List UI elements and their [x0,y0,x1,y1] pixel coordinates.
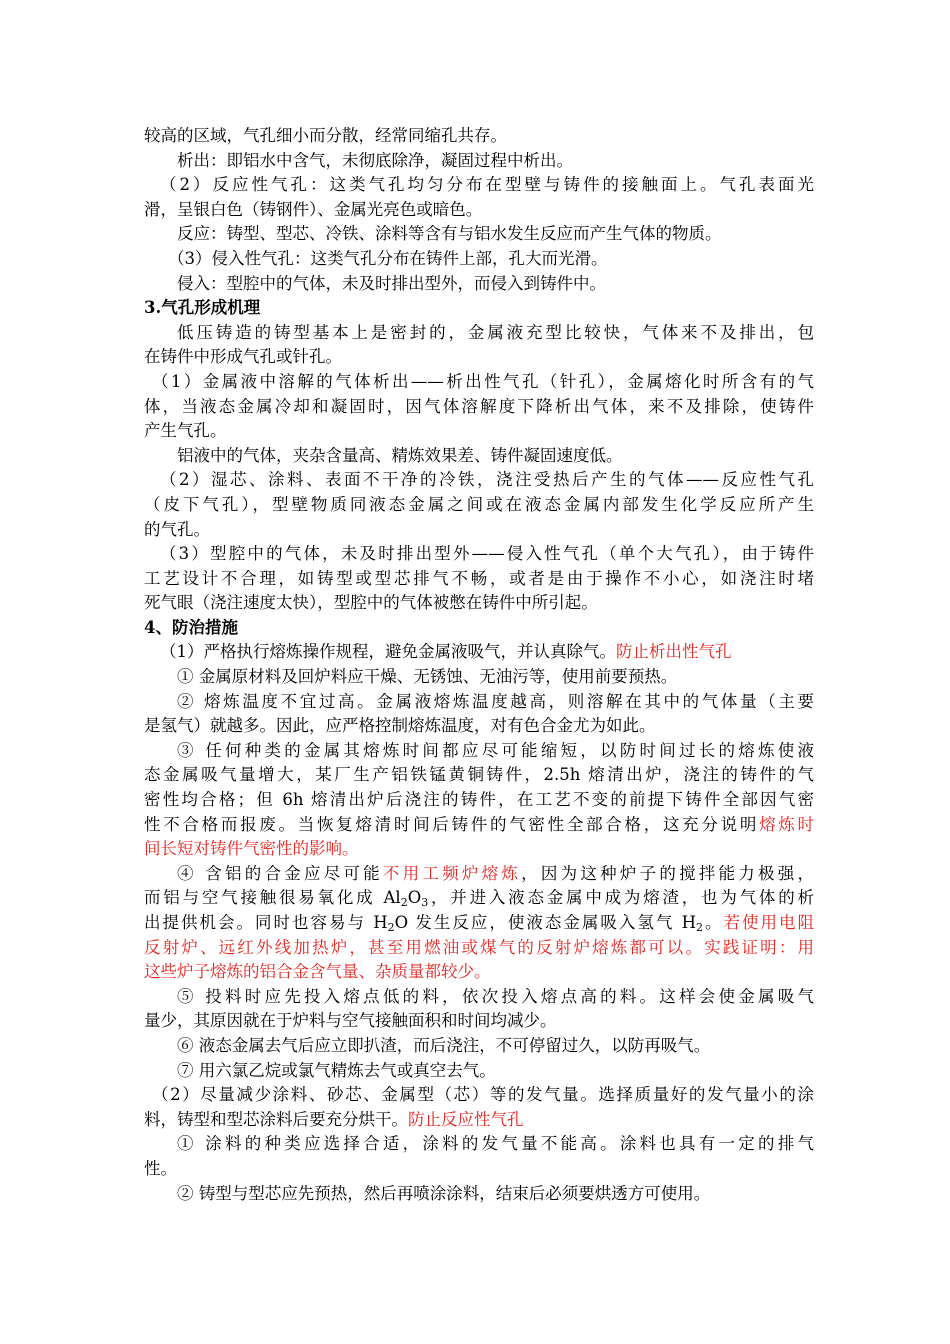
text-line: 而铝与空气接触很易氧化成 $Al_2O_3$，并进入液态金属中成为熔渣，也为气体的析 [144,888,814,910]
text-line: 死气眼（浇注速度太快），型腔中的气体被憋在铸件中所引起。 [144,593,598,613]
text-line: ⑦ 用六氯乙烷或氯气精炼去气或真空去气。 [177,1060,496,1080]
text-line: 在铸件中形成气孔或针孔。 [144,347,342,367]
highlight-text: 防止析出性气孔 [616,642,732,662]
highlight-text: 这些炉子熔炼的铝合金含气量、杂质量都较少。 [144,962,491,982]
highlight-text: 不用工频炉熔炼 [382,863,522,883]
text-line: 析出：即铝水中含气，未彻底除净，凝固过程中析出。 [177,150,573,170]
text-line: 体，当液态金属冷却和凝固时，因气体溶解度下降析出气体，来不及排除，使铸件 [144,396,814,416]
section-heading: 4、防治措施 [144,617,238,637]
text-line: 的气孔。 [144,519,210,539]
text-line: 料，铸型和型芯涂料后要充分烘干。防止反应性气孔 [144,1109,524,1129]
text-line [144,960,814,985]
text-line: 态金属吸气量增大，某厂生产铝铁锰黄铜铸件，2.5h 熔清出炉，浇注的铸件的气 [144,765,814,785]
text-line: ④ 含铝的合金应尽可能不用工频炉熔炼，因为这种炉子的搅拌能力极强， [177,863,814,883]
text-line: 低压铸造的铸型基本上是密封的，金属液充型比较快，气体来不及排出，包 [177,322,814,342]
text-line: （2）反应性气孔：这类气孔均匀分布在型壁与铸件的接触面上。气孔表面光 [160,175,814,195]
text-line: （1）金属液中溶解的气体析出——析出性气孔（针孔），金属熔化时所含有的气 [152,371,814,391]
text-line [144,837,814,862]
text-line: 铝液中的气体，夹杂含量高、精炼效果差、铸件凝固速度低。 [177,445,623,465]
text-line: 量少，其原因就在于炉料与空气接触面积和时间均减少。 [144,1011,557,1031]
text-line: 反应：铸型、型芯、冷铁、涂料等含有与铝水发生反应而产生气体的物质。 [177,224,722,244]
highlight-text: 反射炉、远红外线加热炉，甚至用燃油或煤气的反射炉熔炼都可以。实践证明：用 [144,937,814,957]
text-line: 工艺设计不合理，如铸型或型芯排气不畅，或者是由于操作不小心，如浇注时堵 [144,568,814,588]
highlight-text: 熔炼时 [759,814,814,834]
text-line: ① 金属原材料及回炉料应干燥、无锈蚀、无油污等，使用前要预热。 [177,667,678,687]
text-line: 是氢气）就越多。因此，应严格控制熔炼温度，对有色合金尤为如此。 [144,716,656,736]
text-line: 密性均合格；但 6h 熔清出炉后浇注的铸件，在工艺不变的前提下铸件全部因气密 [144,790,814,810]
highlight-text: 若使用电阻 [723,913,814,932]
text-line: ② 铸型与型芯应先预热，然后再喷涂涂料，结束后必须要烘透方可使用。 [177,1183,711,1203]
text-line: ⑥ 液态金属去气后应立即扒渣，而后浇注，不可停留过久，以防再吸气。 [177,1035,711,1055]
text-line: ② 熔炼温度不宜过高。金属液熔炼温度越高，则溶解在其中的气体量（主要 [177,691,814,711]
text-line: （3）型腔中的气体，未及时排出型外——侵入性气孔（单个大气孔），由于铸件 [160,544,814,564]
text-line: （皮下气孔），型壁物质同液态金属之间或在液态金属内部发生化学反应所产生 [144,494,814,514]
document-body [144,124,814,1206]
text-line: 性。 [144,1158,177,1178]
text-line: （1）严格执行熔炼操作规程，避免金属液吸气，并认真除气。防止析出性气孔 [160,642,732,662]
highlight-text: 防止反应性气孔 [408,1109,524,1129]
text-line: （2）尽量减少涂料、砂芯、金属型（芯）等的发气量。选择质量好的发气量小的涂 [152,1085,814,1105]
section-heading: 3.气孔形成机理 [144,298,261,318]
text-line: ③ 任何种类的金属其熔炼时间都应尽可能缩短，以防时间过长的熔炼使液 [177,740,814,760]
highlight-text: 间长短对铸件气密性的影响。 [144,839,359,859]
text-line: ① 涂料的种类应选择合适，涂料的发气量不能高。涂料也具有一定的排气 [177,1134,814,1154]
text-line: （2）湿芯、涂料、表面不干净的冷铁，浇注受热后产生的气体——反应性气孔 [160,470,814,490]
text-line: 侵入：型腔中的气体，未及时排出型外，而侵入到铸件中。 [177,273,606,293]
text-line: 产生气孔。 [144,421,227,441]
text-line: 滑，呈银白色（铸钢件）、金属光亮色或暗色。 [144,199,483,219]
text-line: 出提供机会。同时也容易与 $H_2O$ 发生反应，使液态金属吸入氢气 $H_2$。若使用电阻 [144,913,814,934]
text-line: ⑤ 投料时应先投入熔点低的料，依次投入熔点高的料。这样会使金属吸气 [177,986,814,1006]
text-line: 较高的区域，气孔细小而分散，经常同缩孔共存。 [144,126,507,145]
text-line: 性不合格而报废。当恢复熔清时间后铸件的气密性全部合格，这充分说明熔炼时 [144,814,814,834]
text-line [144,936,814,961]
text-line: （3）侵入性气孔：这类气孔分布在铸件上部，孔大而光滑。 [168,248,608,268]
